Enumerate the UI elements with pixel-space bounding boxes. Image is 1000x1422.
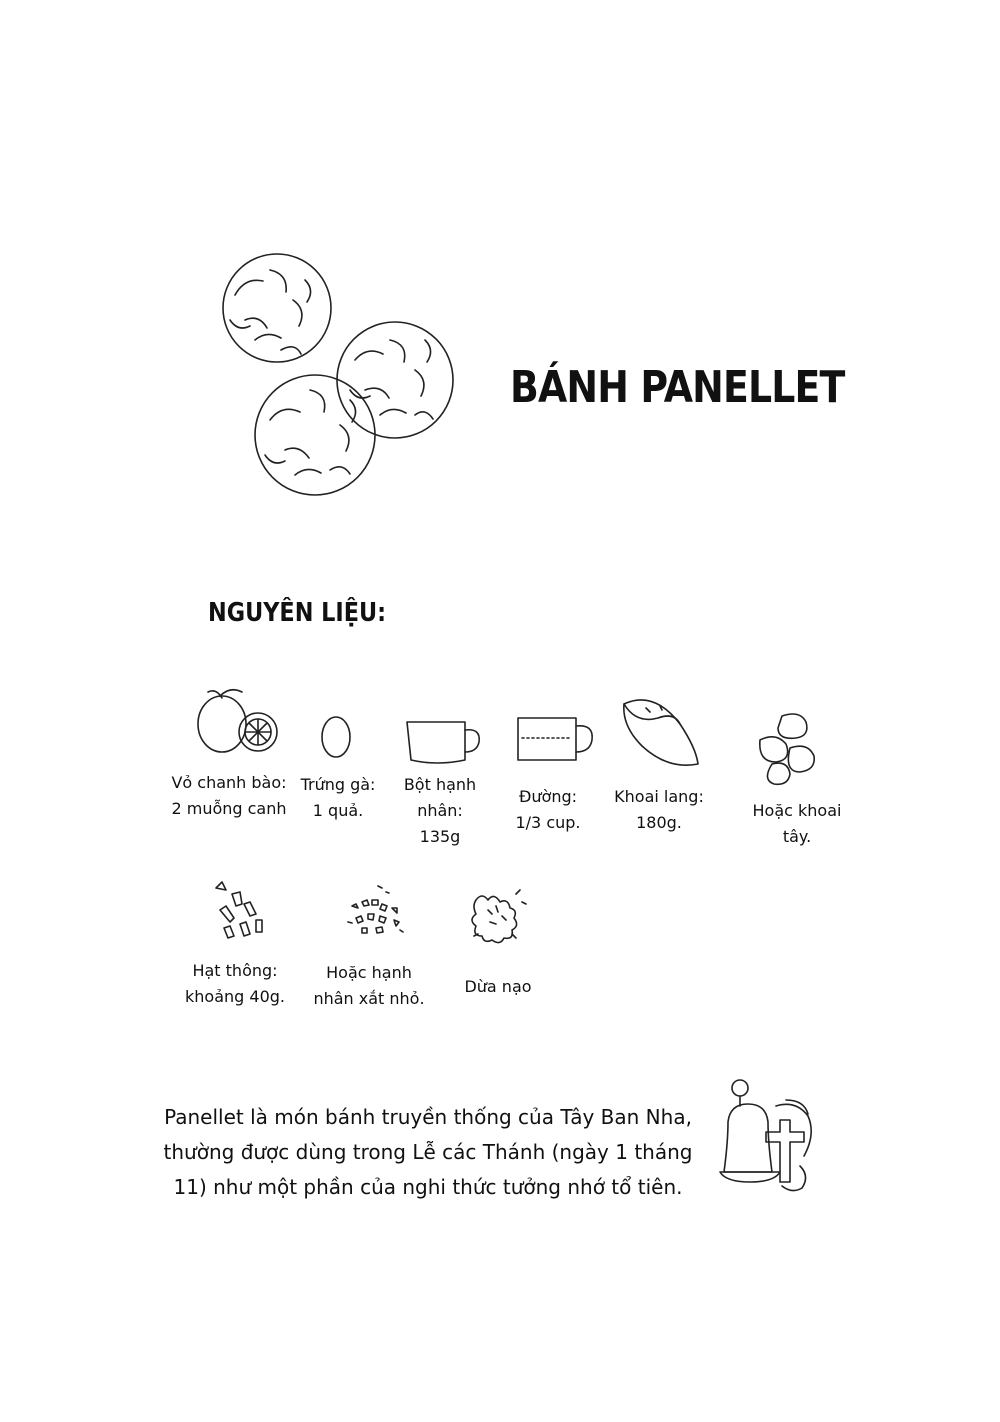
page-title: BÁNH PANELLET: [510, 362, 845, 413]
panellet-cookies-icon: [215, 240, 475, 510]
ingredient-label-potato: Hoặc khoai tây.: [752, 801, 842, 846]
sweet-potato-icon: [616, 690, 706, 770]
potato-chunks-icon: [752, 708, 832, 788]
ingredient-label-egg: Trứng gà: 1 quả.: [300, 775, 376, 820]
ingredients-heading: NGUYÊN LIỆU:: [208, 598, 387, 628]
pine-nuts-icon: [210, 880, 270, 945]
bell-cross-icon: [716, 1076, 816, 1206]
measuring-cup-icon: [402, 716, 482, 766]
egg-icon: [316, 712, 356, 762]
ingredient-label-almond-flour: Bột hạnh nhân: 135g: [403, 775, 477, 846]
ingredient-label-grated-coconut: Dừa nạo: [464, 977, 532, 996]
ingredient-label-sweet-potato: Khoai lang: 180g.: [614, 787, 704, 832]
ingredient-label-chopped-almonds: Hoặc hạnh nhân xắt nhỏ.: [313, 963, 425, 1008]
lemon-icon: [192, 686, 282, 756]
ingredient-label-sugar: Đường: 1/3 cup.: [515, 787, 581, 832]
description-text: Panellet là món bánh truyền thống của Tây Ban Nha, thường được dùng trong Lễ các Thánh (ngày 1 tháng 11) như một phần của nghi thức tưởng nhớ tổ tiên.: [163, 1105, 693, 1199]
ingredient-label-pine-nuts: Hạt thông: khoảng 40g.: [185, 961, 285, 1006]
ingredient-label-lemon-zest: Vỏ chanh bào: 2 muỗng canh: [171, 773, 287, 818]
grated-coconut-icon: [466, 886, 530, 948]
glass-measuring-cup-icon: [512, 714, 597, 764]
chopped-almonds-icon: [342, 882, 408, 942]
